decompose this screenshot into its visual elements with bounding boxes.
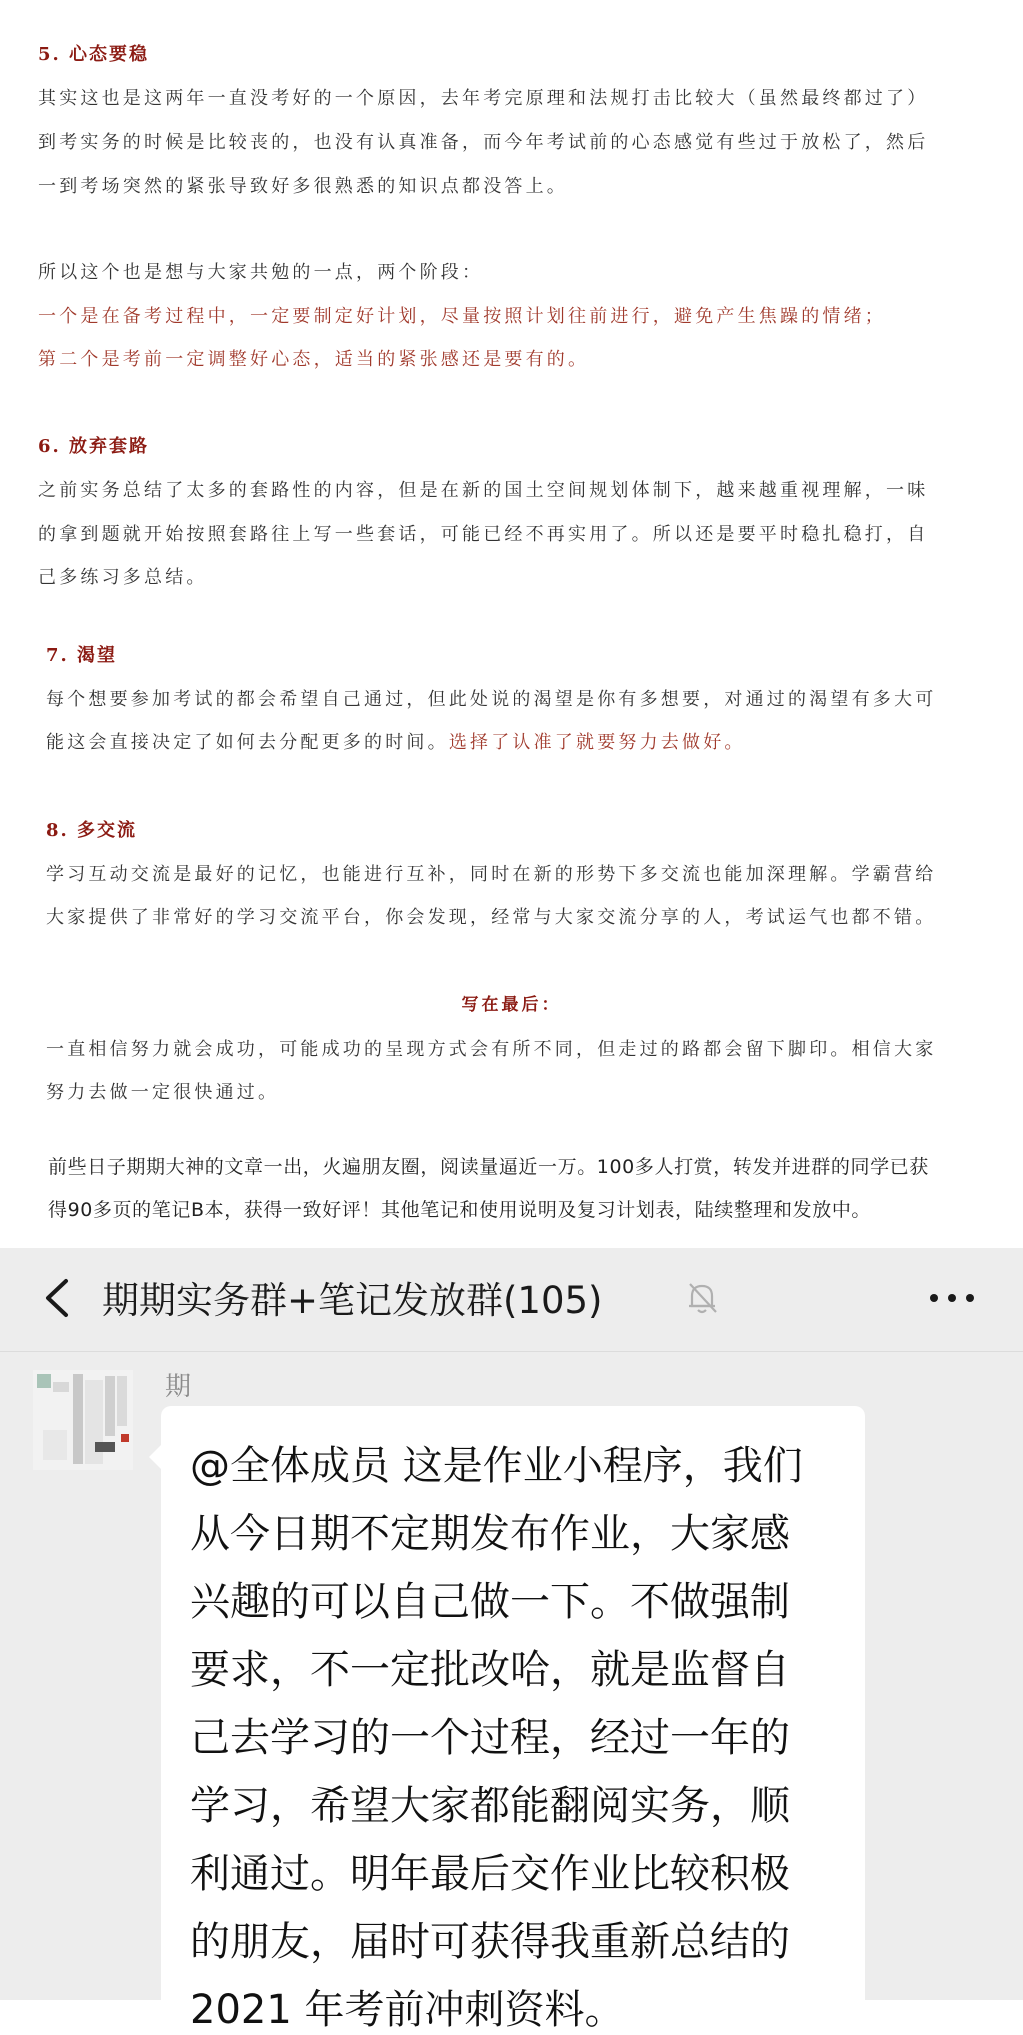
section-7-heading: 7. 渴望 (46, 645, 118, 666)
final-line-1: 一直相信努力就会成功，可能成功的呈现方式会有所不同，但走过的路都会留下脚印。相信大家 (46, 1039, 937, 1060)
message-line-5: 己去学习的一个过程，经过一年的 (190, 1715, 790, 1761)
section-6-line-3: 己多练习多总结。 (38, 567, 208, 588)
bell-muted-icon (682, 1278, 722, 1318)
final-line-2: 努力去做一定很快通过。 (46, 1082, 280, 1103)
message-line-8: 的朋友，届时可获得我重新总结的 (190, 1919, 790, 1965)
section-8-line-1: 学习互动交流是最好的记忆，也能进行互补，同时在新的形势下多交流也能加深理解。学霸营给 (46, 864, 937, 885)
message-line-9: 2021 年考前冲刺资料。 (190, 1987, 625, 2033)
section-5-heading: 5. 心态要稳 (38, 44, 150, 65)
section-8-line-2: 大家提供了非常好的学习交流平台，你会发现，经常与大家交流分享的人，考试运气也都不错。 (46, 907, 937, 928)
message-line-1: @全体成员 这是作业小程序，我们 (190, 1443, 803, 1489)
section-5-line-2: 到考实务的时候是比较丧的，也没有认真准备，而今年考试前的心态感觉有些过于放松了，然后 (38, 132, 929, 153)
message-line-4: 要求，不一定批改哈，就是监督自 (190, 1647, 790, 1693)
group-chat-title: 期期实务群+笔记发放群(105) (102, 1279, 603, 1322)
message-line-3: 兴趣的可以自己做一下。不做强制 (190, 1579, 790, 1625)
note-line-1: 前些日子期期大神的文章一出，火遍朋友圈，阅读量逼近一万。100多人打赏，转发并进群的同学已获 (48, 1156, 929, 1178)
section-6-line-1: 之前实务总结了太多的套路性的内容，但是在新的国土空间规划体制下，越来越重视理解，一味 (38, 480, 929, 501)
note-line-2: 得90多页的笔记B本，获得一致好评！其他笔记和使用说明及复习计划表，陆续整理和发放中。 (48, 1199, 872, 1221)
section-7-line-2-text: 能这会直接决定了如何去分配更多的时间。 (46, 732, 449, 753)
final-title: 写在最后： (461, 995, 562, 1015)
section-7-line-2 (46, 728, 746, 754)
section-7-line-1: 每个想要参加考试的都会希望自己通过，但此处说的渴望是你有多想要，对通过的渴望有多大可 (46, 689, 937, 710)
section-5-highlight-1: 一个是在备考过程中，一定要制定好计划，尽量按照计划往前进行，避免产生焦躁的情绪； (38, 306, 886, 327)
message-line-2: 从今日期不定期发布作业，大家感 (190, 1511, 790, 1557)
section-8-heading: 8. 多交流 (46, 820, 138, 841)
message-line-7: 利通过。明年最后交作业比较积极 (190, 1851, 790, 1897)
back-chevron-icon[interactable] (36, 1273, 86, 1323)
message-line-6: 学习，希望大家都能翻阅实务，顺 (190, 1783, 790, 1829)
more-dots-icon[interactable] (922, 1278, 982, 1318)
section-5-line-1: 其实这也是这两年一直没考好的一个原因，去年考完原理和法规打击比较大（虽然最终都过了） (38, 88, 929, 109)
section-5-highlight-2: 第二个是考前一定调整好心态，适当的紧张感还是要有的。 (38, 349, 590, 370)
section-6-heading: 6. 放弃套路 (38, 436, 150, 457)
section-5-line-3: 一到考场突然的紧张导致好多很熟悉的知识点都没答上。 (38, 176, 568, 197)
sender-name: 期 (165, 1372, 192, 1402)
section-7-highlight: 选择了认准了就要努力去做好。 (448, 732, 746, 753)
chat-screenshot (0, 1248, 1023, 2033)
chat-header (0, 1248, 1023, 1352)
sender-avatar[interactable] (33, 1370, 133, 1470)
section-5-line-4: 所以这个也是想与大家共勉的一点，两个阶段： (38, 262, 484, 283)
section-6-line-2: 的拿到题就开始按照套路往上写一些套话，可能已经不再实用了。所以还是要平时稳扎稳打，自 (38, 524, 929, 545)
